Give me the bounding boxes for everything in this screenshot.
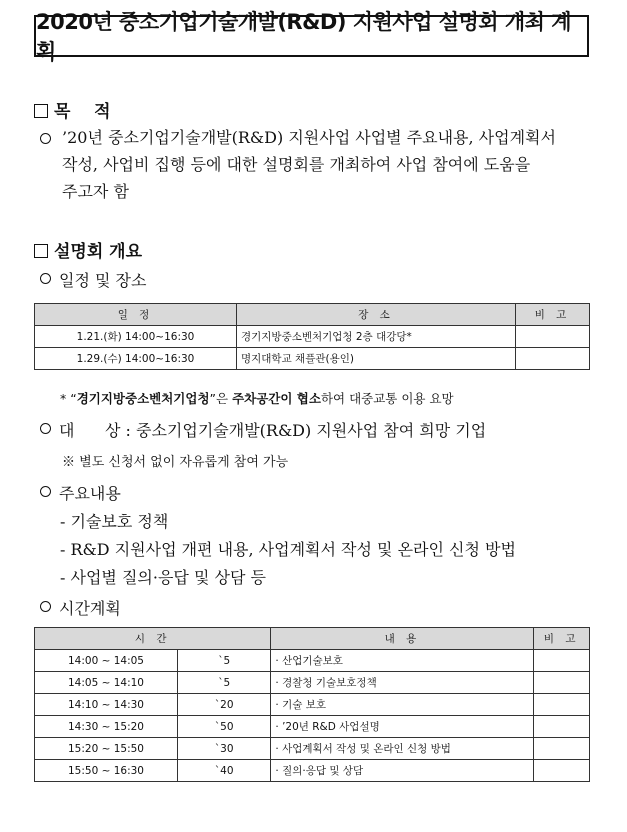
note-bold-parking: 주차공간이 협소 bbox=[232, 391, 321, 406]
time-note bbox=[534, 672, 590, 694]
target-note: ※ 별도 신청서 없이 자유롭게 참여 가능 bbox=[62, 455, 289, 470]
schedule-date: 1.29.(수) 14:00~16:30 bbox=[35, 348, 237, 370]
table-row bbox=[35, 650, 590, 672]
time-content: · 경찰청 기술보호정책 bbox=[271, 672, 534, 694]
table-row bbox=[35, 672, 590, 694]
content-item: - 사업별 질의·응답 및 상담 등 bbox=[60, 568, 266, 587]
time-label bbox=[40, 596, 121, 619]
parking-note bbox=[60, 389, 454, 407]
content-label bbox=[40, 481, 121, 504]
time-duration: `5 bbox=[178, 672, 271, 694]
schedule-table bbox=[34, 303, 590, 370]
time-note bbox=[534, 694, 590, 716]
time-range: 15:50 ~ 16:30 bbox=[35, 760, 178, 782]
time-range: 14:00 ~ 14:05 bbox=[35, 650, 178, 672]
time-duration: `5 bbox=[178, 650, 271, 672]
time-note bbox=[534, 760, 590, 782]
square-bullet-icon bbox=[34, 104, 48, 118]
target-label: 대 상 bbox=[59, 421, 121, 440]
schedule-header-date: 일 정 bbox=[35, 304, 237, 326]
time-duration: `30 bbox=[178, 738, 271, 760]
overview-heading-text: 설명회 개요 bbox=[54, 242, 143, 262]
table-row bbox=[35, 760, 590, 782]
note-bold-office: 경기지방중소벤처기업청 bbox=[76, 391, 210, 406]
table-row bbox=[35, 348, 590, 370]
schedule-date: 1.21.(화) 14:00~16:30 bbox=[35, 326, 237, 348]
time-range: 15:20 ~ 15:50 bbox=[35, 738, 178, 760]
time-header-time: 시 간 bbox=[35, 628, 271, 650]
schedule-table-header bbox=[35, 304, 590, 326]
time-content: · 기술 보호 bbox=[271, 694, 534, 716]
document-title-text: 2020년 중소기업기술개발(R&D) 지원사업 설명회 개최 계획 bbox=[36, 10, 572, 64]
table-row bbox=[35, 326, 590, 348]
square-bullet-icon bbox=[34, 244, 48, 258]
schedule-note bbox=[516, 348, 590, 370]
schedule-header-note: 비 고 bbox=[516, 304, 590, 326]
circle-bullet-icon bbox=[40, 423, 51, 434]
time-duration: `40 bbox=[178, 760, 271, 782]
time-range: 14:10 ~ 14:30 bbox=[35, 694, 178, 716]
content-item: - 기술보호 정책 bbox=[60, 512, 169, 531]
circle-bullet-icon bbox=[40, 273, 51, 284]
purpose-heading-text: 목 적 bbox=[54, 102, 111, 122]
schedule-place: 경기지방중소벤처기업청 2층 대강당* bbox=[237, 326, 516, 348]
table-row bbox=[35, 694, 590, 716]
time-range: 14:30 ~ 15:20 bbox=[35, 716, 178, 738]
target-value: : 중소기업기술개발(R&D) 지원사업 참여 희망 기업 bbox=[125, 421, 487, 440]
circle-bullet-icon bbox=[40, 601, 51, 612]
schedule-place: 명지대학교 채플관(용인) bbox=[237, 348, 516, 370]
time-note bbox=[534, 650, 590, 672]
time-table-header bbox=[35, 628, 590, 650]
time-duration: `20 bbox=[178, 694, 271, 716]
time-note bbox=[534, 738, 590, 760]
table-row bbox=[35, 716, 590, 738]
schedule-label bbox=[40, 268, 146, 291]
note-prefix: * “ bbox=[60, 391, 77, 406]
purpose-bullet bbox=[40, 131, 59, 150]
schedule-note bbox=[516, 326, 590, 348]
purpose-line-3: 주고자 함 bbox=[62, 182, 129, 201]
circle-bullet-icon bbox=[40, 486, 51, 497]
schedule-header-place: 장 소 bbox=[237, 304, 516, 326]
purpose-heading bbox=[34, 97, 111, 122]
time-duration: `50 bbox=[178, 716, 271, 738]
table-row bbox=[35, 738, 590, 760]
time-note bbox=[534, 716, 590, 738]
purpose-paragraph bbox=[62, 124, 602, 205]
time-table bbox=[34, 627, 590, 782]
target-line bbox=[40, 418, 486, 441]
content-label-text: 주요내용 bbox=[59, 484, 121, 503]
schedule-label-text: 일정 및 장소 bbox=[59, 271, 147, 290]
circle-bullet-icon bbox=[40, 133, 51, 144]
purpose-line-1: ’20년 중소기업기술개발(R&D) 지원사업 사업별 주요내용, 사업계획서 bbox=[62, 128, 556, 147]
overview-heading bbox=[34, 237, 142, 262]
content-item: - R&D 지원사업 개편 내용, 사업계획서 작성 및 온라인 신청 방법 bbox=[60, 540, 516, 559]
time-content: · 질의·응답 및 상담 bbox=[271, 760, 534, 782]
time-range: 14:05 ~ 14:10 bbox=[35, 672, 178, 694]
purpose-line-2: 작성, 사업비 집행 등에 대한 설명회를 개최하여 사업 참여에 도움을 bbox=[62, 155, 531, 174]
time-header-note: 비 고 bbox=[534, 628, 590, 650]
note-end: 하여 대중교통 이용 요망 bbox=[320, 391, 454, 406]
document-title bbox=[34, 10, 589, 64]
time-content: · ’20년 R&D 사업설명 bbox=[271, 716, 534, 738]
time-content: · 산업기술보호 bbox=[271, 650, 534, 672]
note-mid: ”은 bbox=[209, 391, 233, 406]
time-header-content: 내 용 bbox=[271, 628, 534, 650]
time-content: · 사업계획서 작성 및 온라인 신청 방법 bbox=[271, 738, 534, 760]
time-label-text: 시간계획 bbox=[59, 599, 121, 618]
